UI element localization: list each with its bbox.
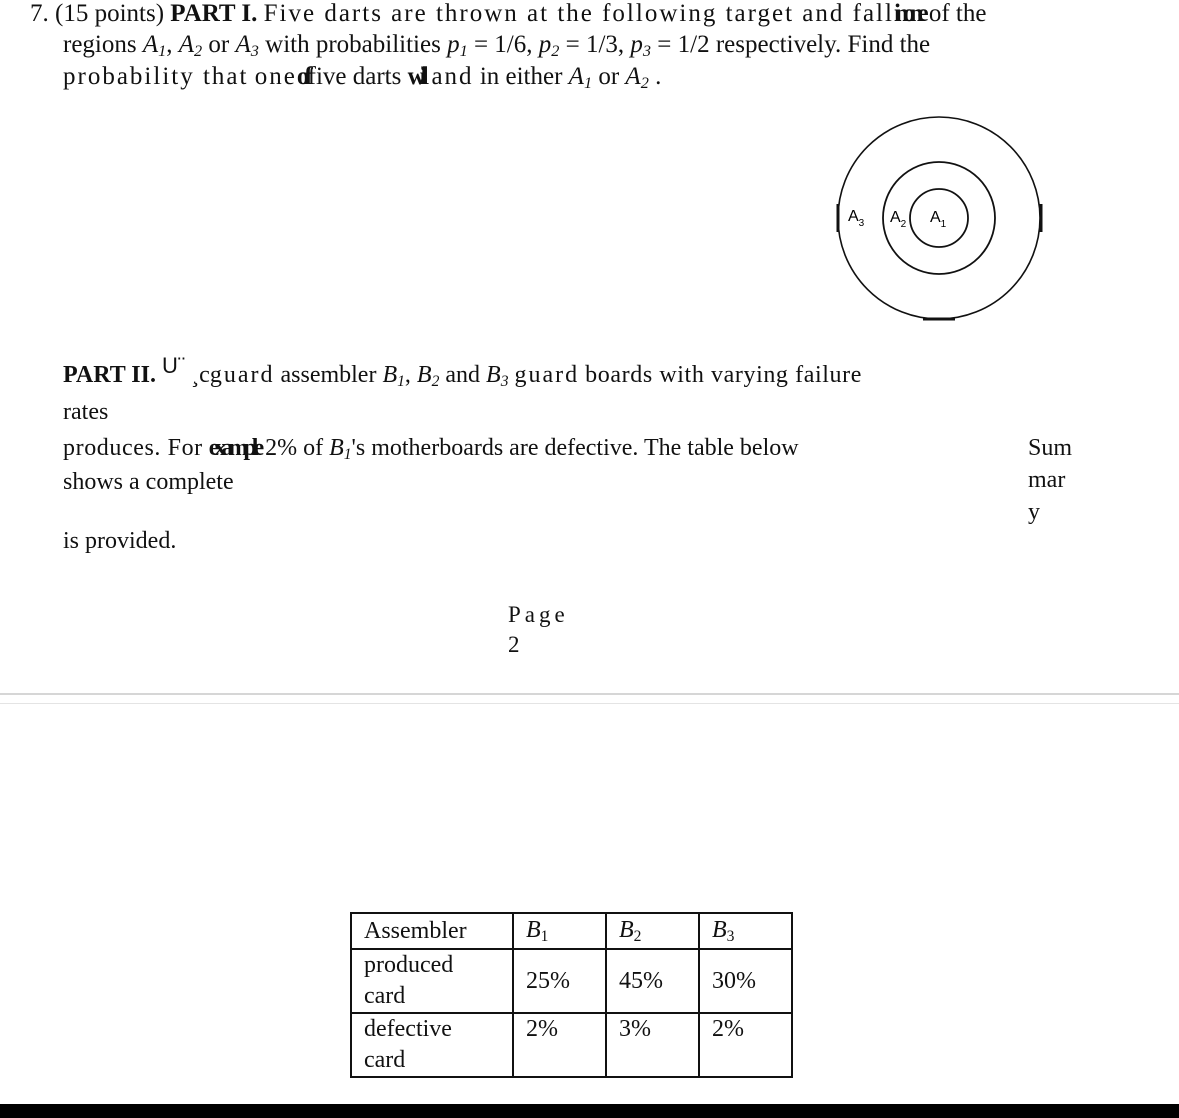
- subscript: 2: [431, 373, 440, 390]
- text: 2% of: [265, 435, 324, 461]
- assembler-b2: [417, 362, 439, 388]
- region-a1: [569, 63, 592, 90]
- text: five darts: [307, 63, 402, 90]
- text: with probabilities: [265, 31, 441, 58]
- table-cell: 45%: [606, 949, 699, 1013]
- text: .: [655, 63, 662, 90]
- page-break-divider: [0, 703, 1179, 704]
- subscript: 1: [343, 446, 352, 463]
- subscript: 3: [726, 927, 735, 945]
- text: assembler: [280, 362, 377, 388]
- part1-text-b: of the: [928, 0, 987, 27]
- region-a2: [179, 31, 202, 58]
- subscript: 1: [397, 373, 405, 390]
- header-cell: [606, 913, 699, 949]
- part2-line3: [63, 433, 799, 470]
- overstrike-text: in one: [893, 0, 923, 27]
- table-cell: 2%: [513, 1013, 606, 1077]
- overstrike-text: example: [208, 435, 260, 461]
- bottom-black-bar: [0, 1104, 1179, 1118]
- table-cell: 30%: [699, 949, 792, 1013]
- symbol: B: [526, 916, 541, 943]
- text: = 1/2 respectively. Find the: [657, 31, 931, 58]
- text: = 1/6,: [473, 31, 533, 58]
- header-cell: Assembler: [351, 913, 513, 949]
- page-word: Page: [508, 602, 569, 627]
- symbol: B: [619, 916, 634, 943]
- text: one: [254, 63, 297, 90]
- page-number: 2: [508, 632, 524, 657]
- part1-line3: [63, 61, 661, 99]
- subscript: 1: [583, 74, 593, 92]
- symbol: B: [329, 435, 344, 461]
- text: guard: [514, 362, 580, 388]
- part2-heading: PART II.: [63, 362, 156, 388]
- text: boards with varying failure: [585, 362, 862, 388]
- symbol: A: [235, 31, 251, 58]
- text: guard: [209, 362, 275, 388]
- text: produces. For: [63, 435, 203, 461]
- prob-p3: [630, 31, 651, 58]
- symbol: A: [568, 63, 584, 90]
- subscript: 2: [194, 42, 203, 60]
- assembler-b1: [329, 435, 351, 461]
- header-cell: [699, 913, 792, 949]
- text: card: [364, 1047, 406, 1073]
- text: land: [422, 63, 474, 90]
- part1-text-a: Five darts are thrown at the following target and fall: [263, 0, 894, 27]
- symbol: A: [142, 31, 159, 58]
- garbled-text: ¸c: [191, 362, 210, 388]
- text: in either: [479, 63, 563, 90]
- table-cell: 3%: [606, 1013, 699, 1077]
- rates-text: rates: [63, 399, 109, 425]
- text: Sum: [1028, 435, 1073, 461]
- row-label-cell: [351, 1013, 513, 1077]
- text: and: [445, 362, 481, 388]
- dart-target-diagram: [830, 112, 1050, 327]
- page-label: [508, 600, 569, 660]
- subscript: 1: [540, 927, 549, 945]
- shows-text: shows a complete: [63, 469, 234, 495]
- assembler-b3: [486, 362, 508, 388]
- region-a2: [625, 63, 648, 90]
- overstrike-text: will: [407, 63, 423, 90]
- points-label: (15 points): [55, 0, 165, 27]
- text: card: [364, 983, 406, 1009]
- table-row: [351, 1013, 792, 1077]
- subscript: 3: [250, 42, 259, 60]
- prob-p2: [539, 31, 560, 58]
- provided-text: is provided.: [63, 528, 177, 554]
- label-a1: $A_1$: [930, 209, 947, 230]
- text: or: [208, 31, 230, 58]
- symbol: p: [538, 31, 552, 58]
- assembler-b1: [382, 362, 404, 388]
- text: y: [1028, 499, 1040, 525]
- table-cell: 2%: [699, 1013, 792, 1077]
- text: ,: [404, 362, 411, 388]
- subscript: 1: [158, 42, 167, 60]
- prob-p1: [447, 31, 468, 58]
- label-a3: $A_3$: [848, 208, 865, 229]
- part2-line1: [63, 353, 862, 397]
- text: 's motherboards are defective. The table below: [351, 435, 799, 461]
- text: regions: [63, 31, 137, 58]
- question-number: 7.: [30, 0, 49, 27]
- symbol: B: [382, 362, 398, 388]
- garbled-text: U¨: [161, 353, 186, 378]
- subscript: 2: [551, 42, 560, 60]
- text: ,: [166, 31, 173, 58]
- region-a1: [143, 31, 166, 58]
- part1-heading: PART I.: [170, 0, 258, 27]
- region-a3: [236, 31, 259, 58]
- text: probability that: [63, 63, 249, 90]
- text: defective: [364, 1016, 452, 1042]
- text: = 1/3,: [565, 31, 625, 58]
- summary-fragment: [1028, 432, 1072, 528]
- table-header-row: [351, 913, 792, 949]
- subscript: 2: [633, 927, 642, 945]
- symbol: B: [486, 362, 501, 388]
- symbol: B: [712, 916, 727, 943]
- page-break-divider: [0, 693, 1179, 695]
- label-a2: $A_2$: [890, 209, 907, 230]
- assembler-table: [350, 912, 793, 1078]
- subscript: 3: [642, 42, 652, 60]
- text: or: [598, 63, 620, 90]
- symbol: A: [178, 31, 195, 58]
- symbol: p: [447, 31, 460, 58]
- symbol: p: [630, 31, 643, 58]
- table-cell: 25%: [513, 949, 606, 1013]
- subscript: 3: [500, 373, 509, 390]
- symbol: A: [625, 63, 641, 90]
- subscript: 2: [640, 74, 649, 92]
- subscript: 1: [459, 42, 468, 60]
- symbol: B: [416, 362, 432, 388]
- row-label-cell: [351, 949, 513, 1013]
- overstrike-text: of: [296, 63, 308, 90]
- text: mar: [1028, 467, 1066, 493]
- text: produced: [364, 952, 454, 978]
- header-cell: [513, 913, 606, 949]
- table-row: [351, 949, 792, 1013]
- part1-line1: [30, 0, 986, 29]
